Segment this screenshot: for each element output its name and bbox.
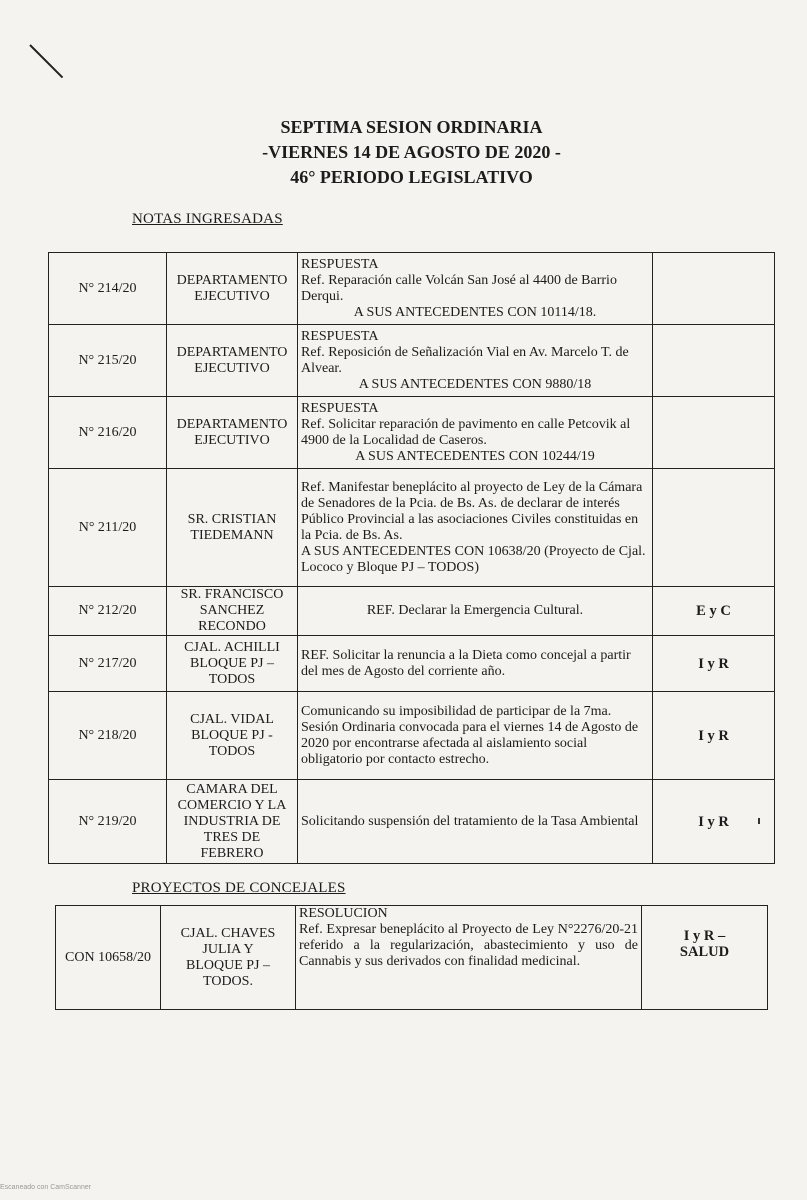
nota-origin <box>167 692 298 780</box>
proyecto-type: RESOLUCION <box>299 906 388 921</box>
proyectos-concejales-title: PROYECTOS DE CONCEJALES <box>132 880 346 896</box>
nota-row <box>49 325 775 397</box>
nota-commission: I y R <box>653 780 775 864</box>
nota-origin-line: CAMARA DEL <box>186 781 278 797</box>
nota-origin-line: EJECUTIVO <box>194 432 270 448</box>
nota-number: N° 211/20 <box>49 469 167 587</box>
proyecto-author-line: BLOQUE PJ – <box>185 957 270 973</box>
nota-description <box>298 692 653 780</box>
nota-origin-line: RECONDO <box>198 619 266 634</box>
nota-commission: I y R <box>653 636 775 692</box>
edge-mark <box>758 818 760 824</box>
nota-origin-line: BLOQUE PJ – <box>189 655 274 671</box>
proyecto-reference: Ref. Expresar beneplácito al Proyecto de Ley N°2276/20-21 referido a la regularización, abastecimiento y uso de Cannabis y sus derivados con finalidad medicinal. <box>299 922 638 969</box>
nota-origin-line: SANCHEZ <box>199 603 265 618</box>
handwritten-slash-mark <box>29 44 63 78</box>
nota-reference: REF. Solicitar la renuncia a la Dieta como concejal a partir del mes de Agosto del corriente año. <box>301 647 631 679</box>
nota-antecedentes: A SUS ANTECEDENTES CON 9880/18 <box>358 376 592 392</box>
nota-number: N° 212/20 <box>49 587 167 636</box>
nota-antecedentes: A SUS ANTECEDENTES CON 10114/18. <box>353 304 597 320</box>
nota-description <box>298 587 653 636</box>
nota-origin-line: CJAL. VIDAL <box>190 711 274 727</box>
nota-reference: Ref. Manifestar beneplácito al proyecto de Ley de la Cámara de Senadores de la Pcia. de Bs. As. de declarar de interés Público Provincial a las asociaciones Civiles constituidas en la Pcia. de Bs. As. <box>301 479 643 543</box>
nota-reference: Solicitando suspensión del tratamiento de la Tasa Ambiental <box>301 813 639 829</box>
nota-description <box>298 325 653 397</box>
nota-reference: Comunicando su imposibilidad de participar de la 7ma. Sesión Ordinaria convocada para el viernes 14 de Agosto de 2020 por encontrarse afectada al aislamiento social obligatorio por contacto estrecho. <box>301 703 639 767</box>
nota-description <box>298 780 653 864</box>
proyectos-table <box>55 905 768 1010</box>
nota-row <box>49 780 775 864</box>
nota-origin-line: COMERCIO Y LA <box>177 797 287 813</box>
nota-type: RESPUESTA <box>301 328 379 344</box>
nota-origin <box>167 397 298 469</box>
proyecto-commission-line: I y R – <box>683 928 726 944</box>
session-date: -VIERNES 14 DE AGOSTO DE 2020 - <box>262 142 561 162</box>
proyecto-author <box>161 906 296 1010</box>
nota-reference: Ref. Reposición de Señalización Vial en Av. Marcelo T. de Alvear. <box>301 344 629 376</box>
nota-origin-line: INDUSTRIA DE <box>183 813 281 829</box>
proyecto-row <box>56 906 768 1010</box>
nota-origin-line: SR. CRISTIAN <box>187 511 277 527</box>
nota-row <box>49 397 775 469</box>
proyecto-author-line: CJAL. CHAVES <box>180 925 276 941</box>
nota-reference: Ref. Reparación calle Volcán San José al 4400 de Barrio Derqui. <box>301 272 617 304</box>
nota-origin-line: DEPARTAMENTO <box>176 344 288 360</box>
nota-origin-line: DEPARTAMENTO <box>176 272 288 288</box>
proyecto-author-line: JULIA Y <box>202 941 254 957</box>
session-title: SEPTIMA SESION ORDINARIA <box>280 117 543 137</box>
nota-origin <box>167 587 298 636</box>
nota-commission: I y R <box>653 692 775 780</box>
nota-origin-line: TIEDEMANN <box>190 527 274 543</box>
legislative-period: 46° PERIODO LEGISLATIVO <box>290 167 533 187</box>
nota-number: N° 214/20 <box>49 253 167 325</box>
nota-origin-line: TRES DE <box>203 829 261 845</box>
nota-number: N° 218/20 <box>49 692 167 780</box>
nota-origin-line: TODOS <box>208 743 256 759</box>
nota-row <box>49 636 775 692</box>
session-header <box>0 115 807 190</box>
nota-origin <box>167 325 298 397</box>
nota-type: RESPUESTA <box>301 256 379 272</box>
scanner-watermark: Escaneado con CamScanner <box>0 1184 92 1191</box>
nota-origin-line: TODOS <box>208 671 256 687</box>
nota-description <box>298 253 653 325</box>
nota-number: N° 216/20 <box>49 397 167 469</box>
nota-type: RESPUESTA <box>301 400 379 416</box>
nota-origin <box>167 636 298 692</box>
proyecto-description <box>296 906 642 1010</box>
nota-antecedentes: A SUS ANTECEDENTES CON 10244/19 <box>355 448 595 464</box>
nota-commission: E y C <box>653 587 775 636</box>
nota-reference: REF. Declarar la Emergencia Cultural. <box>366 603 584 618</box>
nota-origin <box>167 780 298 864</box>
nota-origin <box>167 253 298 325</box>
nota-row <box>49 692 775 780</box>
nota-origin-line: EJECUTIVO <box>194 360 270 376</box>
nota-commission <box>653 325 775 397</box>
nota-description <box>298 397 653 469</box>
nota-description <box>298 636 653 692</box>
proyecto-author-line: TODOS. <box>203 973 253 989</box>
nota-origin-line: SR. FRANCISCO <box>180 587 284 602</box>
nota-row <box>49 253 775 325</box>
nota-antecedentes: A SUS ANTECEDENTES CON 10638/20 (Proyecto de Cjal. Lococo y Bloque PJ – TODOS) <box>301 543 646 575</box>
nota-origin-line: FEBRERO <box>200 845 264 861</box>
nota-reference: Ref. Solicitar reparación de pavimento en calle Petcovik al 4900 de la Localidad de Caseros. <box>301 416 631 448</box>
notas-ingresadas-title: NOTAS INGRESADAS <box>132 211 283 227</box>
proyecto-number: CON 10658/20 <box>56 906 161 1010</box>
nota-origin-line: CJAL. ACHILLI <box>184 639 280 655</box>
proyecto-commission-line: SALUD <box>679 944 730 960</box>
proyecto-commission <box>642 906 768 1010</box>
nota-origin <box>167 469 298 587</box>
nota-number: N° 217/20 <box>49 636 167 692</box>
nota-origin-line: BLOQUE PJ - <box>191 727 273 743</box>
nota-origin-line: EJECUTIVO <box>194 288 270 304</box>
nota-row <box>49 587 775 636</box>
nota-commission <box>653 469 775 587</box>
nota-commission <box>653 253 775 325</box>
nota-row <box>49 469 775 587</box>
nota-commission <box>653 397 775 469</box>
nota-number: N° 215/20 <box>49 325 167 397</box>
notas-table <box>48 252 775 864</box>
nota-origin-line: DEPARTAMENTO <box>176 416 288 432</box>
nota-description <box>298 469 653 587</box>
nota-number: N° 219/20 <box>49 780 167 864</box>
